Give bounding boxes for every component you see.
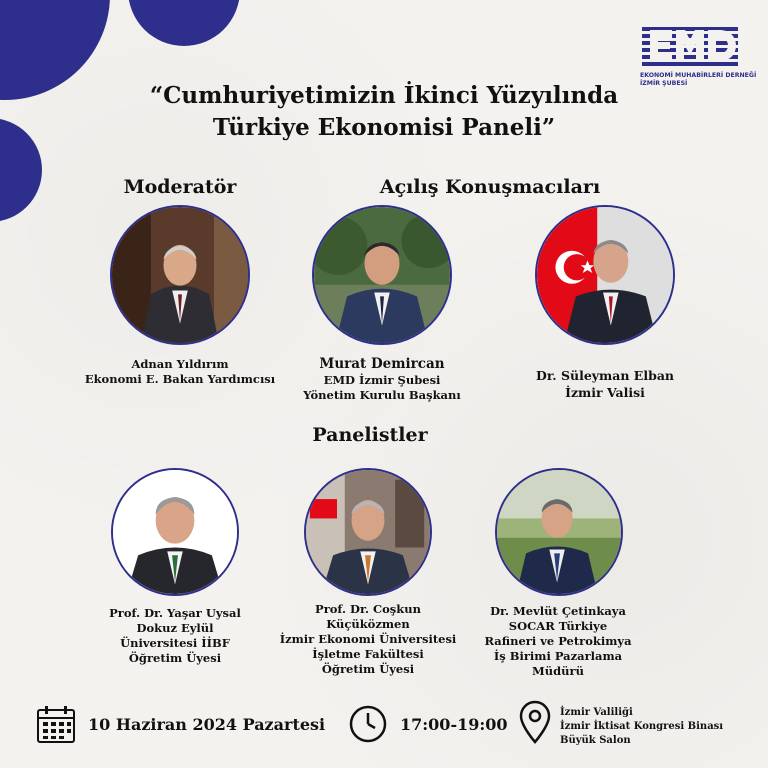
panelist-3-role-4: Müdürü [532,664,584,678]
panelist-3-name: Dr. Mevlüt Çetinkaya [490,604,626,618]
location-pin-icon [518,700,552,744]
event-date [36,704,325,744]
moderator-role: Ekonomi E. Bakan Yardımcısı [84,372,276,386]
caption-panelist-1 [75,606,275,666]
panelist-2-role-3: Öğretim Üyesi [321,662,415,676]
caption-panelist-3 [458,604,658,679]
opening-speaker-1-name: Murat Demircan [319,356,445,372]
panelist-3-role-1: SOCAR Türkiye [508,619,608,633]
panelist-2-name-2: Küçüközmen [326,617,410,631]
panelist-3-role-2: Rafineri ve Petrokimya [484,634,632,648]
panelist-2-name: Prof. Dr. Coşkun [315,602,421,616]
panelist-2-role-1: İzmir Ekonomi Üniversitesi [279,632,457,646]
event-date-text: 10 Haziran 2024 Pazartesi [88,714,326,734]
section-moderator: Moderatör [123,176,237,198]
venue-line-1: İzmir Valiliği [560,707,633,718]
photo-panelist-2 [304,468,432,596]
opening-speaker-1-role-1: EMD İzmir Şubesi [323,373,441,387]
logo-text-line2: İZMİR ŞUBESİ [640,80,688,87]
photo-opening-speaker-2 [535,205,675,345]
logo-text-line1: EKONOMİ MUHABİRLERİ DERNEĞİ [640,72,757,79]
section-opening-speakers: Açılış Konuşmacıları [379,176,601,198]
title-line-1: “Cumhuriyetimizin İkinci Yüzyılında [149,82,619,109]
panelist-2-role-2: İşletme Fakültesi [312,647,424,661]
venue-line-2: İzmir İktisat Kongresi Binası [560,721,724,732]
title-line-2: Türkiye Ekonomisi Paneli” [212,114,556,141]
event-time [348,704,508,744]
panelist-3-role-3: İş Birimi Pazarlama [493,649,623,663]
photo-panelist-1 [111,468,239,596]
caption-opening-speaker-2 [485,367,725,401]
panelist-1-role-2: Üniversitesi İİBF [120,636,230,650]
panelist-1-role-1: Dokuz Eylül [136,621,214,635]
event-time-text: 17:00-19:00 [400,714,508,734]
calendar-icon [36,704,76,744]
opening-speaker-2-name: Dr. Süleyman Elban [535,368,675,383]
moderator-name: Adnan Yıldırım [131,357,229,371]
photo-moderator [110,205,250,345]
caption-opening-speaker-1 [262,355,502,403]
event-venue [560,706,723,748]
opening-speaker-2-role: İzmir Valisi [565,385,645,400]
caption-panelist-2 [268,602,468,677]
venue-line-3: Büyük Salon [560,735,631,746]
emd-logo [640,24,757,88]
panelist-1-name: Prof. Dr. Yaşar Uysal [109,606,241,620]
photo-opening-speaker-1 [312,205,452,345]
panelist-1-role-3: Öğretim Üyesi [128,651,222,665]
emd-logo-mark [640,24,740,72]
opening-speaker-1-role-2: Yönetim Kurulu Başkanı [303,388,461,402]
clock-icon [348,704,388,744]
section-panelists: Panelistler [312,424,428,446]
page-title [0,80,768,144]
photo-panelist-3 [495,468,623,596]
event-location-pin [518,700,552,744]
